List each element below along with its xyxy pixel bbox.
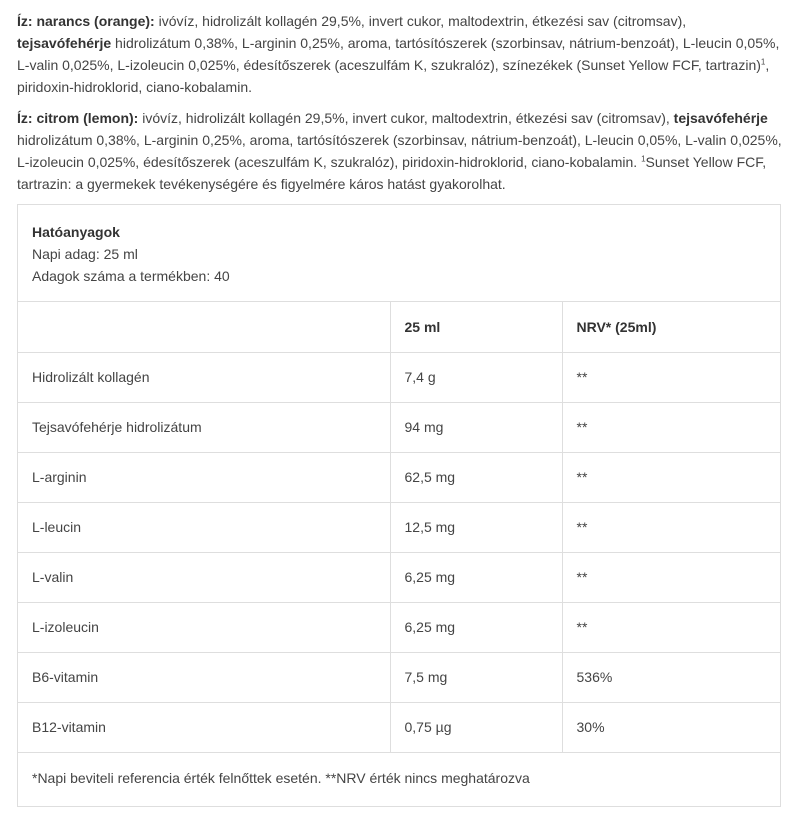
table-row xyxy=(18,452,780,502)
flavor-label-lemon: Íz: citrom (lemon): xyxy=(17,110,139,126)
servings-count: Adagok száma a termékben: 40 xyxy=(32,268,230,284)
ingredients-orange-text-1: ivóvíz, hidrolizált kollagén 29,5%, invert cukor, maltodextrin, étkezési sav (citromsav), xyxy=(154,13,687,29)
table-row xyxy=(18,352,780,402)
table-row xyxy=(18,552,780,602)
ingredient-nrv: ** xyxy=(562,352,780,402)
active-ingredients-title: Hatóanyagok xyxy=(32,224,120,240)
ingredients-orange xyxy=(17,10,783,98)
ingredient-amount: 94 mg xyxy=(390,402,562,452)
ingredients-lemon-text-1: ivóvíz, hidrolizált kollagén 29,5%, invert cukor, maltodextrin, étkezési sav (citromsav), xyxy=(138,110,674,126)
table-footnote: *Napi beviteli referencia érték felnőttek esetén. **NRV érték nincs meghatározva xyxy=(32,769,530,786)
ingredients-orange-bold: tejsavófehérje xyxy=(17,35,112,51)
nutrition-table-header xyxy=(18,205,780,302)
daily-dose: Napi adag: 25 ml xyxy=(32,246,138,262)
column-header-ingredient xyxy=(18,302,390,352)
ingredient-name: B12-vitamin xyxy=(18,702,390,752)
footnote-marker: 1 xyxy=(641,154,646,164)
nutrition-table xyxy=(18,302,780,753)
table-row xyxy=(18,502,780,552)
ingredient-name: Tejsavófehérje hidrolizátum xyxy=(18,402,390,452)
ingredient-name: L-valin xyxy=(18,552,390,602)
ingredient-name: L-arginin xyxy=(18,452,390,502)
ingredient-nrv: 536% xyxy=(562,652,780,702)
table-row xyxy=(18,402,780,452)
ingredients-lemon-text-2: hidrolizátum 0,38%, L-arginin 0,25%, aroma, tartósítószerek (szorbinsav, nátrium-benzoát), L-leucin 0,05%, L-valin 0,025%, L-izoleucin 0,025%, édesítőszerek (aceszulfám K, szukralóz), piridoxin-hidroklorid, ciano-kobalamin. xyxy=(17,132,782,170)
column-header-nrv: NRV* (25ml) xyxy=(562,302,780,352)
ingredient-amount: 6,25 mg xyxy=(390,602,562,652)
column-header-amount: 25 ml xyxy=(390,302,562,352)
ingredients-lemon xyxy=(17,107,783,195)
ingredient-amount: 6,25 mg xyxy=(390,552,562,602)
ingredient-amount: 7,5 mg xyxy=(390,652,562,702)
table-row xyxy=(18,652,780,702)
flavor-label-orange: Íz: narancs (orange): xyxy=(17,13,155,29)
ingredient-nrv: ** xyxy=(562,552,780,602)
table-row xyxy=(18,602,780,652)
ingredient-amount: 7,4 g xyxy=(390,352,562,402)
ingredient-nrv: 30% xyxy=(562,702,780,752)
ingredient-nrv: ** xyxy=(562,402,780,452)
ingredients-lemon-bold: tejsavófehérje xyxy=(673,110,768,126)
ingredients-orange-text-3: , piridoxin-hidroklorid, ciano-kobalamin. xyxy=(17,57,770,95)
ingredient-name: Hidrolizált kollagén xyxy=(18,352,390,402)
table-row xyxy=(18,702,780,752)
ingredients-lemon-text-3: Sunset Yellow FCF, tartrazin: a gyermekek tevékenységére és figyelmére káros hatást gyakorolhat. xyxy=(17,154,767,192)
ingredient-nrv: ** xyxy=(562,452,780,502)
ingredient-name: B6-vitamin xyxy=(18,652,390,702)
ingredient-name: L-leucin xyxy=(18,502,390,552)
ingredient-amount: 62,5 mg xyxy=(390,452,562,502)
nutrition-table-card xyxy=(17,204,781,807)
footnote-marker: 1 xyxy=(760,57,766,67)
ingredient-name: L-izoleucin xyxy=(18,602,390,652)
table-header-row xyxy=(18,302,780,352)
ingredient-amount: 12,5 mg xyxy=(390,502,562,552)
ingredient-nrv: ** xyxy=(562,602,780,652)
ingredient-amount: 0,75 µg xyxy=(390,702,562,752)
ingredient-nrv: ** xyxy=(562,502,780,552)
ingredients-orange-text-2: hidrolizátum 0,38%, L-arginin 0,25%, aroma, tartósítószerek (szorbinsav, nátrium-benzoát), L-leucin 0,05%, L-valin 0,025%, L-izoleucin 0,025%, édesítőszerek (aceszulfám K, szukralóz), színezékek (Sunset Yellow FCF, tartrazin) xyxy=(17,35,780,73)
